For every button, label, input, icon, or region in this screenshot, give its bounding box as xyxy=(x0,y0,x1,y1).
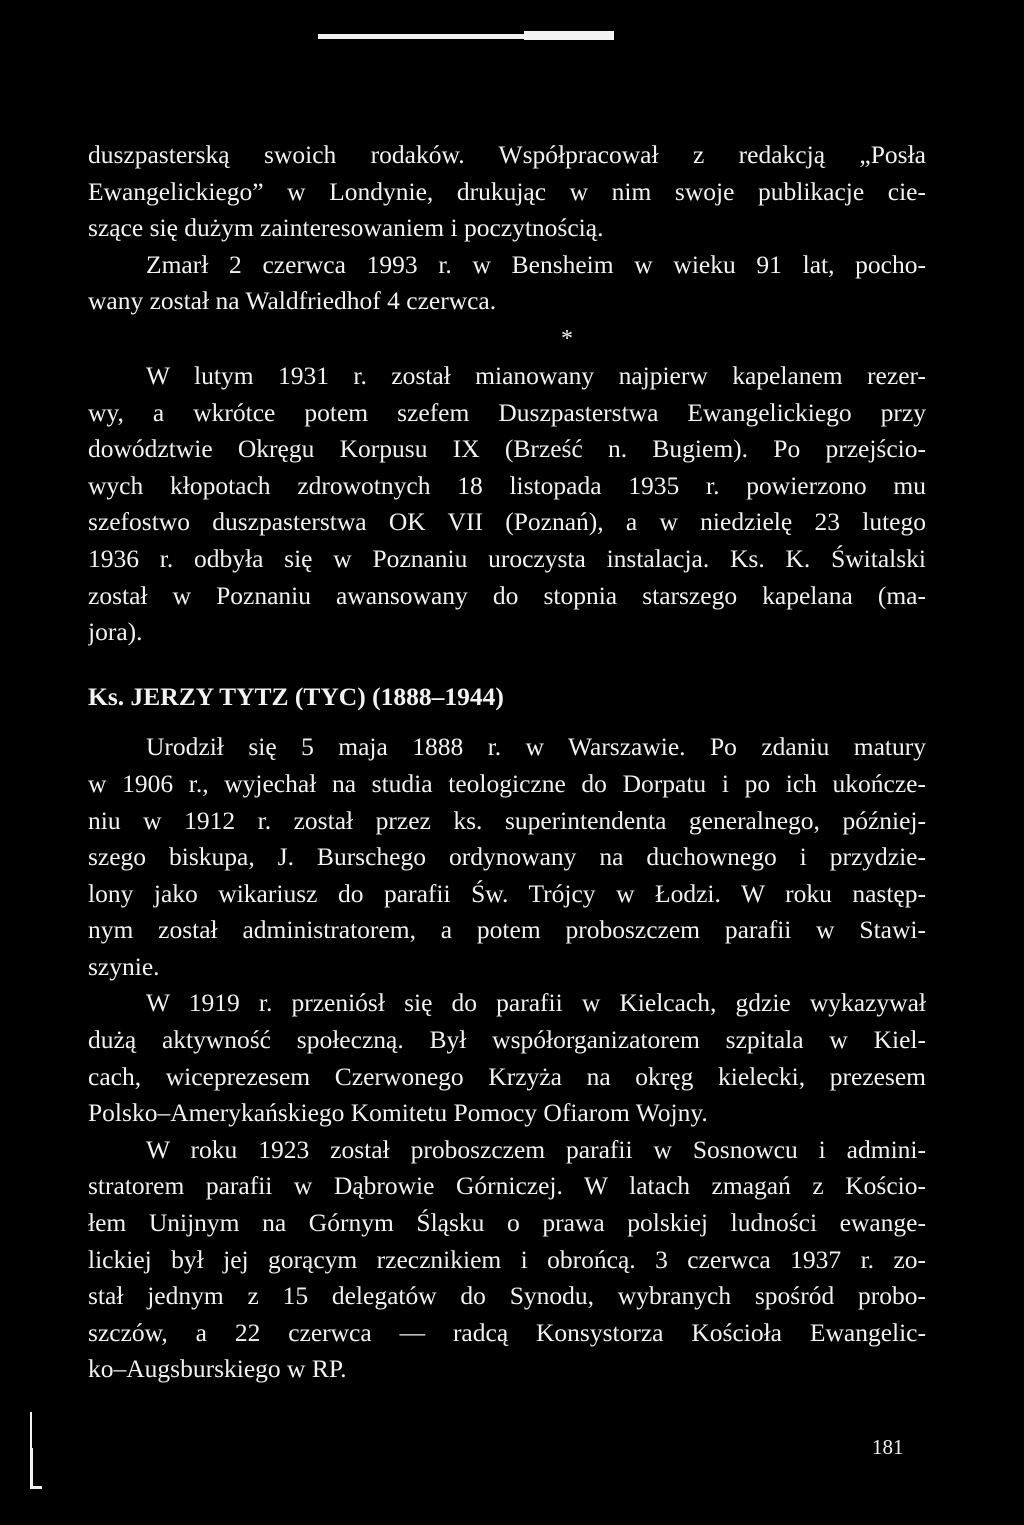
text-line: łem Unijnym na Górnym Śląsku o prawa polskiej ludności ewange- xyxy=(88,1208,926,1238)
text-line: Zmarł 2 czerwca 1993 r. w Bensheim w wieku 91 lat, pocho- xyxy=(146,249,926,279)
text-line: ko–Augsburskiego w RP. xyxy=(88,1354,347,1384)
top-rule xyxy=(318,34,614,39)
paragraph-chaplain xyxy=(88,358,926,651)
paragraph-intro xyxy=(88,137,926,247)
paragraph-kielce xyxy=(88,985,926,1131)
page-text xyxy=(88,137,926,1388)
text-line: szczów, a 22 czerwca — radcą Konsystorza Kościoła Ewangelic- xyxy=(88,1317,926,1347)
text-line: niu w 1912 r. został przez ks. superintendenta generalnego, później- xyxy=(88,805,926,835)
text-line: został w Poznaniu awansowany do stopnia starszego kapelana (ma- xyxy=(88,580,926,610)
text-line: W 1919 r. przeniósł się do parafii w Kielcach, gdzie wykazywał xyxy=(146,988,926,1018)
text-line: dowództwie Okręgu Korpusu IX (Brześć n. Bugiem). Po przejścio- xyxy=(88,434,926,464)
paragraph-death xyxy=(88,247,926,320)
section-separator: * xyxy=(561,325,573,352)
paragraph-biography xyxy=(88,729,926,985)
text-line: lickiej był jej gorącym rzecznikiem i obrońcą. 3 czerwca 1937 r. zo- xyxy=(88,1244,926,1274)
text-line: szące się dużym zainteresowaniem i poczytnością. xyxy=(88,213,604,243)
text-line: wy, a wkrótce potem szefem Duszpasterstwa Ewangelickiego przy xyxy=(88,397,926,427)
heading-name: JERZY TYTZ (TYC) (1888–1944) xyxy=(130,681,504,711)
text-line: szefostwo duszpasterstwa OK VII (Poznań), a w niedzielę 23 lutego xyxy=(88,507,926,537)
text-line: W roku 1923 został proboszczem parafii w Sosnowcu i admini- xyxy=(146,1134,926,1164)
text-line: 1936 r. odbyła się w Poznaniu uroczysta instalacja. Ks. K. Świtalski xyxy=(88,543,926,573)
text-line: w 1906 r., wyjechał na studia teologiczne do Dorpatu i po ich ukończe- xyxy=(88,768,926,798)
text-line: cach, wiceprezesem Czerwonego Krzyża na okręg kielecki, prezesem xyxy=(88,1061,926,1091)
text-line: nym został administratorem, a potem proboszczem parafii w Stawi- xyxy=(88,915,926,945)
text-line: Ewangelickiego” w Londynie, drukując w nim swoje publikacje cie- xyxy=(88,176,926,206)
margin-mark xyxy=(24,1412,44,1490)
text-line: duszpasterską swoich rodaków. Współpracował z redakcją „Posła xyxy=(88,140,926,169)
text-line: wany został na Waldfriedhof 4 czerwca. xyxy=(88,286,497,316)
section-heading xyxy=(88,679,926,716)
heading-prefix: Ks. xyxy=(88,681,125,711)
text-line: lony jako wikariusz do parafii Św. Trójcy w Łodzi. W roku następ- xyxy=(88,878,926,908)
text-line: wych kłopotach zdrowotnych 18 listopada 1935 r. powierzono mu xyxy=(88,470,926,500)
text-line: jora). xyxy=(88,617,143,647)
text-line: szego biskupa, J. Burschego ordynowany na duchownego i przydzie- xyxy=(88,842,926,872)
text-line: Polsko–Amerykańskiego Komitetu Pomocy Ofiarom Wojny. xyxy=(88,1098,708,1128)
text-line: Urodził się 5 maja 1888 r. w Warszawie. Po zdaniu matury xyxy=(146,732,926,762)
text-line: szynie. xyxy=(88,951,160,981)
text-line: dużą aktywność społeczną. Był współorganizatorem szpitala w Kiel- xyxy=(88,1025,926,1055)
text-line: stratorem parafii w Dąbrowie Górniczej. W latach zmagań z Kościo- xyxy=(88,1171,926,1201)
text-line: stał jednym z 15 delegatów do Synodu, wybranych spośród probo- xyxy=(88,1281,926,1311)
text-line: W lutym 1931 r. został mianowany najpierw kapelanem rezer- xyxy=(146,360,926,390)
paragraph-sosnowiec xyxy=(88,1132,926,1388)
page-number: 181 xyxy=(872,1435,904,1459)
